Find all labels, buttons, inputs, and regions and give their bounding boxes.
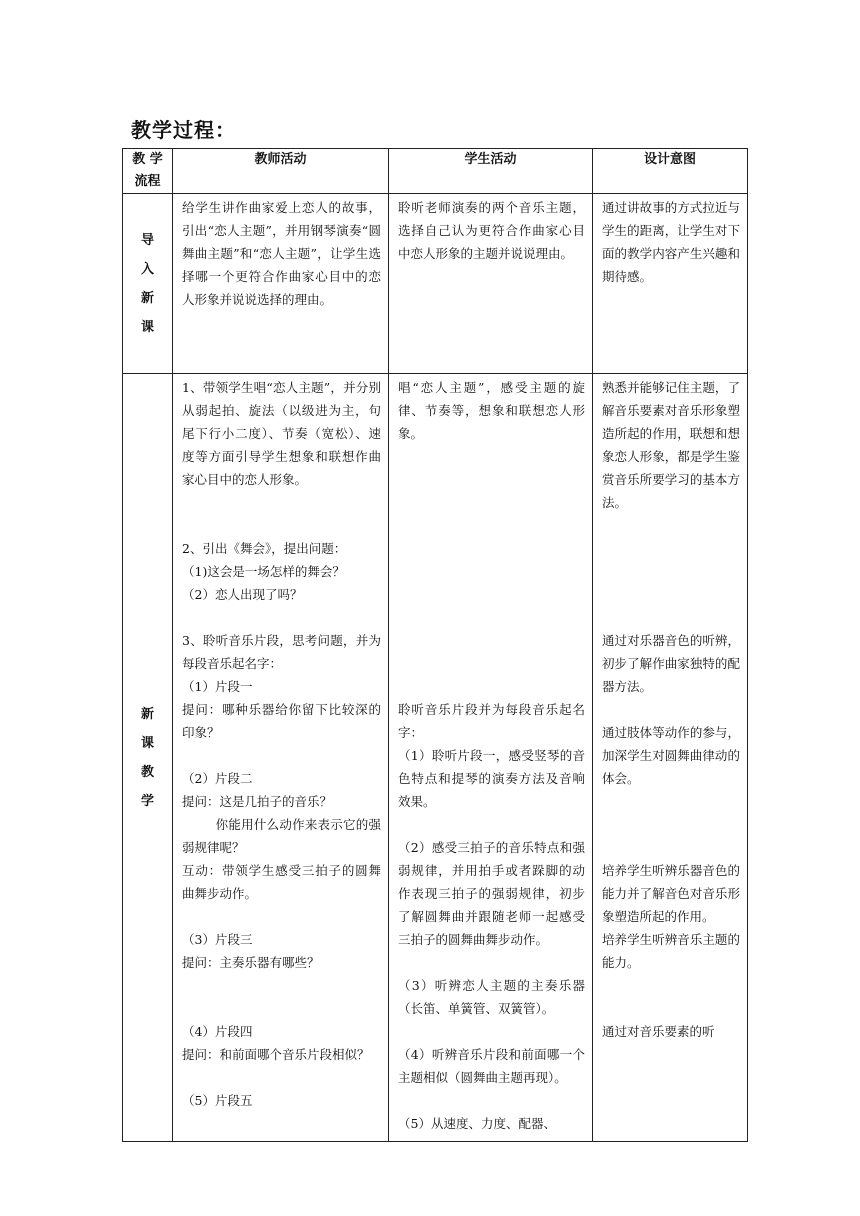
segment-label: （1）片段一 — [182, 679, 253, 694]
stage-char: 入 — [140, 261, 154, 277]
student-segment-4: （4）听辨音乐片段和前面哪一个主题相似（圆舞曲主题再现）。 — [398, 1047, 585, 1085]
design-intent-3: 通过肢体等动作的参与，加深学生对圆舞曲律动的体会。 — [602, 725, 740, 786]
page-title: 教学过程： — [131, 118, 236, 142]
intro-teacher-activity — [173, 194, 389, 374]
segment-interaction: 互动：带领学生感受三拍子的圆舞曲舞步动作。 — [182, 863, 381, 901]
design-intent-1: 熟悉并能够记住主题，了解音乐要素对音乐形象塑造所起的作用，联想和想象恋人形象，都是学生鉴赏音乐所要学习的基本方法。 — [602, 380, 740, 510]
intro-student-activity — [389, 194, 593, 374]
stage-char: 新 — [140, 706, 154, 722]
header-design: 设计意图 — [593, 149, 748, 194]
table-row-new-lesson — [123, 374, 748, 1142]
student-segment-5: （5）从速度、力度、配器、 — [398, 1116, 556, 1131]
segment-label: （4）片段四 — [182, 1024, 253, 1039]
teacher-step-2: 2、引出《舞会》，提出问题： — [182, 541, 347, 556]
new-lesson-design-intent — [593, 374, 748, 1142]
teaching-process-table — [122, 148, 748, 1142]
table-row-intro — [123, 194, 748, 374]
header-teacher: 教师活动 — [173, 149, 389, 194]
intro-teacher-text: 给学生讲作曲家爱上恋人的故事，引出“恋人主题”，并用钢琴演奏“圆舞曲主题”和“恋人主题”，让学生选择哪一个更符合作曲家心目中的恋人形象并说说选择的理由。 — [182, 200, 381, 307]
stage-char: 课 — [140, 319, 154, 335]
teacher-question: （2）恋人出现了吗？ — [182, 587, 303, 602]
segment-question: 你能用什么动作来表示它的强弱规律呢？ — [182, 817, 381, 855]
stage-char: 学 — [140, 793, 154, 809]
segment-question: 提问：和前面哪个音乐片段相似？ — [182, 1047, 370, 1062]
stage-char: 导 — [140, 232, 154, 248]
header-stage-line1: 教 学 — [132, 152, 163, 167]
segment-question: 提问：这是几拍子的音乐？ — [182, 794, 333, 809]
segment-label: （3）片段三 — [182, 932, 253, 947]
stage-char: 课 — [140, 735, 154, 751]
table-header-row — [123, 149, 748, 194]
new-lesson-teacher-activity — [173, 374, 389, 1142]
intro-student-text: 聆听老师演奏的两个音乐主题，选择自己认为更符合作曲家心目中恋人形象的主题并说说理由。 — [398, 200, 585, 261]
student-segment-1: （1）聆听片段一，感受竖琴的音色特点和提琴的演奏方法及音响效果。 — [398, 748, 585, 809]
segment-label: （2）片段二 — [182, 771, 253, 786]
stage-char: 教 — [140, 764, 154, 780]
segment-label: （5）片段五 — [182, 1093, 253, 1108]
student-segment-3: （3）听辨恋人主题的主奏乐器（长笛、单簧管、双簧管）。 — [398, 978, 585, 1016]
segment-question: 提问：哪种乐器给你留下比较深的印象？ — [182, 702, 381, 740]
stage-intro — [123, 194, 173, 374]
header-stage — [123, 149, 173, 194]
intro-design-intent — [593, 194, 748, 374]
intro-design-text: 通过讲故事的方式拉近与学生的距离，让学生对下面的教学内容产生兴趣和期待感。 — [602, 200, 740, 284]
segment-question: 提问：主奏乐器有哪些？ — [182, 955, 320, 970]
teacher-step-3: 3、聆听音乐片段，思考问题，并为每段音乐起名字： — [182, 633, 381, 671]
design-intent-6: 通过对音乐要素的听 — [602, 1024, 715, 1039]
header-student: 学生活动 — [389, 149, 593, 194]
teacher-question: （1)这会是一场怎样的舞会？ — [182, 564, 345, 579]
header-stage-line2: 流程 — [134, 174, 161, 189]
student-step-3: 聆听音乐片段并为每段音乐起名字： — [398, 702, 585, 740]
design-intent-5: 培养学生听辨音乐主题的能力。 — [602, 932, 740, 970]
design-intent-4: 培养学生听辨乐器音色的能力并了解音色对音乐形象塑造所起的作用。 — [602, 863, 740, 924]
teacher-step-1: 1、带领学生唱“恋人主题”，并分别从弱起拍、旋法（以级进为主，句尾下行小二度）、节奏（宽松）、速度等方面引导学生想象和联想作曲家心目中的恋人形象。 — [182, 380, 381, 487]
design-intent-2: 通过对乐器音色的听辨，初步了解作曲家独特的配器方法。 — [602, 633, 740, 694]
student-segment-2: （2）感受三拍子的音乐特点和强弱规律，并用拍手或者跺脚的动作表现三拍子的强弱规律，初步了解圆舞曲并跟随老师一起感受三拍子的圆舞曲舞步动作。 — [398, 840, 585, 947]
stage-new-lesson — [123, 374, 173, 1142]
new-lesson-student-activity — [389, 374, 593, 1142]
student-step-1: 唱“恋人主题”，感受主题的旋律、节奏等，想象和联想恋人形象。 — [398, 380, 585, 441]
stage-char: 新 — [140, 290, 154, 306]
